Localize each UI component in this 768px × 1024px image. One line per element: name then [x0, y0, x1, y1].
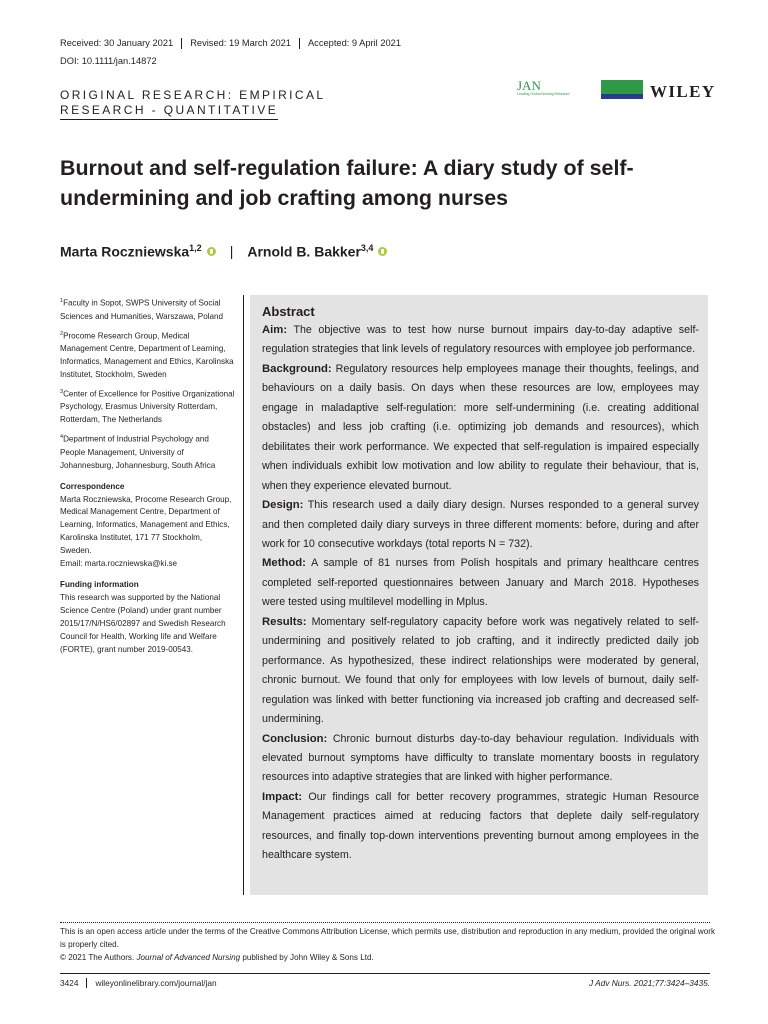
abstract-box: [250, 295, 708, 895]
article-title: Burnout and self-regulation failure: A diary study of self-undermining and job crafting among nurses: [60, 156, 634, 210]
author-list: [60, 243, 387, 260]
journal-url[interactable]: wileyonlinelibrary.com/journal/jan: [95, 978, 217, 988]
abstract-results: Results: Momentary self-regulatory capacity before work was negatively related to self-undermining and positively related to job crafting, and it indirectly predicted daily job performance. As hypothesized, these indirect relationships were moderated by general, chronic burnout. We found that only for employees with low levels of burnout, daily self-regulation was linked with better functioning via increased job crafting and decreased self-undermining.: [262, 615, 699, 726]
sidebar-divider: [243, 295, 244, 895]
affiliation-1: $^1$Faculty in Sopot, SWPS University of Social Sciences and Humanities, Warszawa, Poland: [60, 298, 224, 321]
abstract-heading: Abstract: [262, 304, 315, 319]
author-2[interactable]: Arnold B. Bakker$^{3,4}$: [247, 243, 374, 260]
copyright-line: © 2021 The Authors. Journal of Advanced Nursing published by John Wiley & Sons Ltd.: [60, 952, 374, 962]
journal-logo-text: JAN: [517, 78, 541, 93]
accepted-date: Accepted: 9 April 2021: [299, 38, 409, 49]
received-date: Received: 30 January 2021: [60, 38, 174, 48]
article-type-line-1: ORIGINAL RESEARCH: EMPIRICAL: [60, 88, 326, 102]
affiliation-2: $^2$Procome Research Group, Medical Management Centre, Department of Learning, Informatics, Management and Ethics, Karolinska Institutet, Stockholm, Sweden: [60, 330, 234, 379]
correspondence-address: Marta Roczniewska, Procome Research Group, Medical Management Centre, Department of Learning, Informatics, Management and Ethics, Karolinska Institutet, 171 77 Stockholm, Sweden.: [60, 494, 232, 556]
license-notice: [60, 926, 720, 964]
page-number: 3424: [60, 978, 87, 988]
orcid-icon[interactable]: [207, 247, 216, 256]
journal-logo[interactable]: [515, 80, 643, 99]
page-footer: [60, 978, 710, 988]
license-divider: [60, 922, 710, 923]
abstract-design: Design: This research used a daily diary design. Nurses responded to a general survey and then completed daily diary surveys in three different moments: before, during and after work for 10 consecutive workdays (total reports N = 732).: [262, 499, 699, 550]
funding-text: This research was supported by the National Science Centre (Poland) under grant number 2015/17/N/HS6/02897 and Swedish Research Council for Health, Working life and Welfare (FORTE), grant number 2019-00543.: [60, 592, 226, 654]
orcid-icon[interactable]: [378, 247, 387, 256]
article-type-line-2: RESEARCH - QUANTITATIVE: [60, 103, 278, 120]
affiliation-4: $^4$Department of Industrial Psychology and People Management, University of Johannesburg, Johannesburg, South Africa: [60, 434, 216, 470]
correspondence-heading: Correspondence: [60, 481, 125, 491]
author-info-sidebar: [60, 295, 235, 656]
journal-citation: J Adv Nurs. 2021;77:3424–3435.: [588, 978, 710, 988]
footer-divider: [60, 973, 710, 974]
author-separator: |: [229, 243, 234, 260]
revised-date: Revised: 19 March 2021: [181, 38, 299, 49]
funding-heading: Funding information: [60, 579, 139, 589]
abstract-impact: Impact: Our findings call for better recovery programmes, strategic Human Resource Management practices aimed at reducing factors that deplete daily self-regulatory resources, and finally top-down interventions preventing burnout among employees in the healthcare system.: [262, 790, 699, 862]
abstract-aim: Aim: The objective was to test how nurse burnout impairs day-to-day adaptive self-regulation strategies that link levels of regulatory resources with employee job performance.: [262, 324, 699, 356]
affiliation-3: $^3$Center of Excellence for Positive Organizational Psychology, Erasmus University Rotterdam, Rotterdam, The Netherlands: [60, 388, 235, 425]
journal-logo-tagline: Leading Global Nursing Research: [517, 92, 570, 96]
author-1[interactable]: Marta Roczniewska$^{1,2}$: [60, 243, 202, 260]
correspondence-email[interactable]: Email: marta.roczniewska@ki.se: [60, 559, 178, 569]
doi[interactable]: DOI: 10.1111/jan.14872: [60, 56, 157, 66]
license-text: This is an open access article under the terms of the Creative Commons Attribution License, which permits use, distribution and reproduction in any medium, provided the original work is properly cited.: [60, 927, 716, 949]
abstract-method: Method: A sample of 81 nurses from Polish hospitals and primary healthcare centres completed self-reported questionnaires between January and March 2018. Hypotheses were tested using multilevel modelling in Mplus.: [262, 557, 699, 609]
submission-dates: [60, 38, 409, 49]
publisher-logo[interactable]: WILEY: [650, 82, 716, 101]
abstract-background: Background: Regulatory resources help employees manage their thoughts, feelings, and behaviours on a daily basis. On days when these resources are low, employees may engage in maladaptive self-regulation: more self-undermining (i.e. creating additional obstacles) and less job crafting (i.e. optimizing job demands and resources), which debilitates their work performance. We expected that self-regulation is impaired especially when individuals exhibit low motivation and low ability to regulate their behaviour, that is, when they experience elevated burnout.: [262, 362, 699, 492]
abstract-conclusion: Conclusion: Chronic burnout disturbs day-to-day behaviour regulation. Individuals with elevated burnout symptoms have difficulty to translate momentary boosts in regulatory resources into adaptive strategies that are linked with higher performance.: [262, 732, 699, 784]
article-type: [60, 88, 325, 120]
